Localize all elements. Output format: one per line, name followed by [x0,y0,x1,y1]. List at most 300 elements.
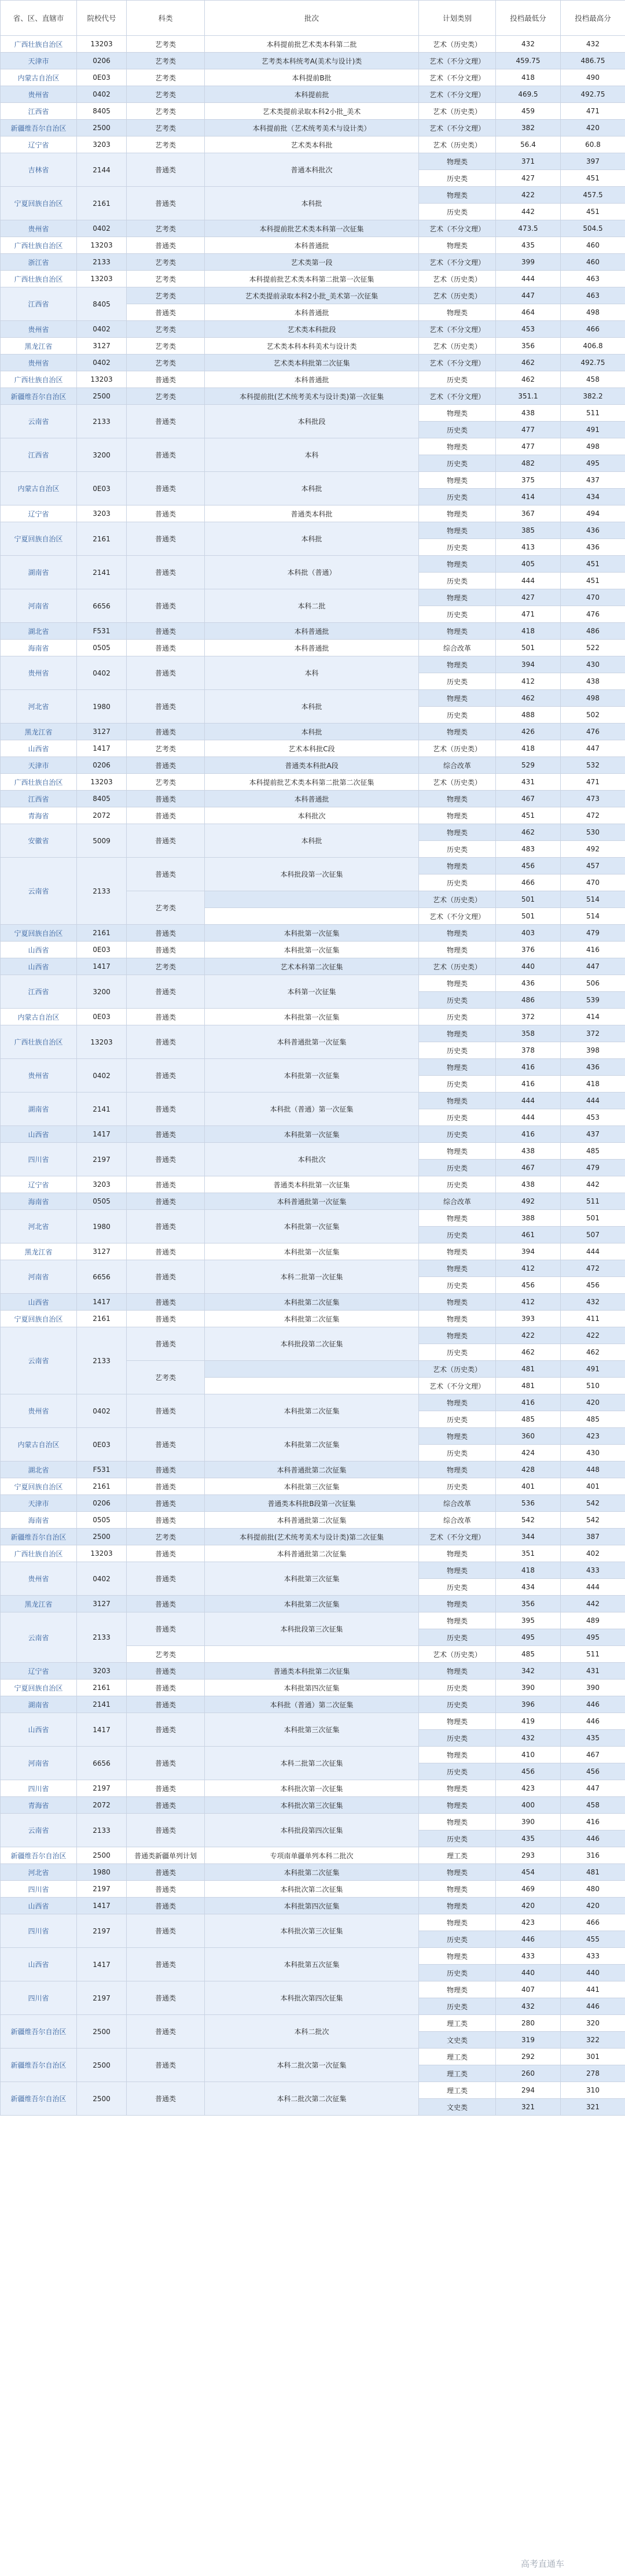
cell-plan-type: 艺术（不分文理） [419,254,496,271]
cell-category: 普通类 [127,724,205,740]
header-min-score: 投档最低分 [496,1,561,36]
cell-plan-type: 艺术（不分文理） [419,120,496,136]
cell-category: 普通类 [127,1260,205,1294]
cell-max-score: 406.8 [561,338,625,355]
table-row [1,1545,625,1562]
cell-min-score: 469.5 [496,86,561,103]
cell-category: 艺考类 [127,136,205,153]
cell-category: 艺考类 [127,958,205,975]
cell-batch: 本科二批 [205,589,419,623]
cell-plan-type: 物理类 [419,824,496,841]
table-row [1,824,625,841]
cell-min-score: 462 [496,1344,561,1361]
cell-plan-type: 物理类 [419,1394,496,1411]
cell-max-score: 470 [561,874,625,891]
cell-province: 山西省 [1,942,77,958]
cell-min-score: 464 [496,304,561,321]
cell-min-score: 486 [496,992,561,1009]
table-row [1,1663,625,1680]
cell-max-score: 491 [561,1361,625,1378]
cell-min-score: 485 [496,1411,561,1428]
cell-plan-type: 艺术（历史类） [419,1646,496,1663]
cell-plan-type: 物理类 [419,975,496,992]
cell-min-score: 423 [496,1914,561,1931]
cell-province: 江西省 [1,791,77,807]
cell-category: 艺考类 [127,254,205,271]
cell-batch: 普通类本科批第二次征集 [205,1663,419,1680]
cell-max-score: 480 [561,1881,625,1898]
cell-province: 广西壮族自治区 [1,36,77,53]
cell-min-score: 483 [496,841,561,858]
cell-min-score: 375 [496,472,561,489]
cell-plan-type: 历史类 [419,1629,496,1646]
cell-min-score: 388 [496,1210,561,1227]
header-province: 省、区、直辖市 [1,1,77,36]
cell-max-score: 510 [561,1378,625,1394]
cell-max-score: 301 [561,2049,625,2065]
cell-min-score: 422 [496,1327,561,1344]
cell-min-score: 356 [496,1596,561,1612]
cell-max-score: 432 [561,1294,625,1311]
cell-category: 普通类 [127,824,205,858]
cell-max-score: 514 [561,891,625,908]
cell-batch: 本科批第一次征集 [205,1009,419,1025]
cell-min-score: 501 [496,891,561,908]
table-row [1,36,625,53]
cell-max-score: 492 [561,841,625,858]
cell-province: 四川省 [1,1881,77,1898]
cell-plan-type: 物理类 [419,237,496,254]
cell-max-score: 530 [561,824,625,841]
cell-province: 四川省 [1,1914,77,1948]
cell-min-score: 444 [496,1093,561,1109]
cell-category: 艺考类 [127,321,205,338]
cell-category: 普通类 [127,757,205,774]
cell-plan-type: 历史类 [419,1998,496,2015]
cell-batch: 本科提前批艺术类本科第二批第二次征集 [205,774,419,791]
cell-province: 广西壮族自治区 [1,271,77,287]
cell-school-code: 2500 [77,1529,127,1545]
cell-province: 湖北省 [1,623,77,640]
cell-school-code: F531 [77,1462,127,1478]
cell-batch: 本科普通批 [205,371,419,388]
cell-province: 青海省 [1,1797,77,1814]
cell-batch: 本科二批次第二次征集 [205,2082,419,2116]
cell-max-score: 485 [561,1143,625,1160]
cell-school-code: 6656 [77,1260,127,1294]
cell-category: 普通类 [127,1981,205,2015]
cell-max-score: 444 [561,1579,625,1596]
cell-plan-type: 物理类 [419,304,496,321]
cell-school-code: 1417 [77,1294,127,1311]
cell-category: 普通类 [127,1512,205,1529]
cell-plan-type: 物理类 [419,1780,496,1797]
cell-max-score: 522 [561,640,625,656]
cell-category: 普通类 [127,371,205,388]
cell-school-code: 0206 [77,53,127,69]
cell-province: 黑龙江省 [1,338,77,355]
cell-category: 普通类 [127,438,205,472]
cell-plan-type: 综合改革 [419,1512,496,1529]
cell-plan-type: 历史类 [419,1227,496,1243]
cell-min-score: 407 [496,1981,561,1998]
cell-max-score: 495 [561,1629,625,1646]
cell-plan-type: 理工类 [419,2049,496,2065]
cell-plan-type: 物理类 [419,1747,496,1763]
cell-category: 艺考类 [127,36,205,53]
cell-max-score: 457 [561,858,625,874]
cell-plan-type: 物理类 [419,1562,496,1579]
cell-plan-type: 物理类 [419,1545,496,1562]
cell-plan-type: 物理类 [419,1462,496,1478]
cell-max-score: 492.75 [561,355,625,371]
cell-province: 云南省 [1,405,77,438]
cell-plan-type: 历史类 [419,204,496,220]
cell-province: 四川省 [1,1143,77,1176]
cell-category: 普通类 [127,1780,205,1797]
cell-max-score: 436 [561,1059,625,1076]
cell-category: 普通类 [127,1881,205,1898]
cell-min-score: 444 [496,1109,561,1126]
cell-min-score: 371 [496,153,561,170]
cell-max-score: 471 [561,774,625,791]
header-max-score: 投档最高分 [561,1,625,36]
cell-plan-type: 物理类 [419,925,496,942]
table-row [1,1294,625,1311]
cell-school-code: 1417 [77,740,127,757]
cell-max-score: 456 [561,1277,625,1294]
cell-category: 普通类 [127,405,205,438]
cell-plan-type: 艺术（历史类） [419,1361,496,1378]
cell-batch: 本科提前批(艺术统考美术与设计类)第一次征集 [205,388,419,405]
cell-school-code: 0402 [77,355,127,371]
cell-min-score: 529 [496,757,561,774]
cell-plan-type: 历史类 [419,1176,496,1193]
cell-province: 贵州省 [1,321,77,338]
table-row [1,405,625,422]
cell-min-score: 414 [496,489,561,505]
cell-min-score: 393 [496,1311,561,1327]
cell-plan-type: 综合改革 [419,1495,496,1512]
cell-province: 宁夏回族自治区 [1,1680,77,1696]
table-row [1,254,625,271]
cell-min-score: 477 [496,438,561,455]
table-row [1,740,625,757]
cell-province: 安徽省 [1,824,77,858]
table-row [1,1260,625,1277]
cell-max-score: 463 [561,287,625,304]
cell-min-score: 459.75 [496,53,561,69]
cell-plan-type: 物理类 [419,1243,496,1260]
cell-min-score: 456 [496,1277,561,1294]
cell-min-score: 399 [496,254,561,271]
cell-plan-type: 理工类 [419,2082,496,2099]
cell-batch: 本科批 [205,690,419,724]
cell-batch: 本科批第三次征集 [205,1713,419,1747]
cell-batch: 艺术本科批C段 [205,740,419,757]
cell-plan-type: 艺术（不分文理） [419,1529,496,1545]
cell-batch: 本科批 [205,522,419,556]
table-row [1,472,625,489]
cell-min-score: 405 [496,556,561,573]
header-batch: 批次 [205,1,419,36]
cell-max-score: 436 [561,539,625,556]
cell-min-score: 431 [496,774,561,791]
cell-max-score: 486.75 [561,53,625,69]
cell-school-code: 0505 [77,1193,127,1210]
cell-category: 普通类 [127,1462,205,1478]
table-header-row [1,1,625,36]
cell-min-score: 416 [496,1059,561,1076]
cell-min-score: 473.5 [496,220,561,237]
cell-plan-type: 艺术（历史类） [419,136,496,153]
cell-min-score: 319 [496,2032,561,2049]
cell-min-score: 462 [496,690,561,707]
cell-max-score: 435 [561,1730,625,1747]
cell-province: 贵州省 [1,1562,77,1596]
cell-category: 艺考类 [127,103,205,120]
cell-batch: 本科批第一次征集 [205,1126,419,1143]
cell-max-score: 479 [561,1160,625,1176]
cell-min-score: 461 [496,1227,561,1243]
cell-category: 普通类 [127,1713,205,1747]
cell-max-score: 532 [561,757,625,774]
table-row [1,120,625,136]
table-row [1,1176,625,1193]
cell-batch: 本科普通批 [205,623,419,640]
cell-school-code: 2133 [77,1612,127,1663]
cell-category: 艺考类 [127,338,205,355]
cell-category: 艺考类 [127,388,205,405]
cell-school-code: 2161 [77,1478,127,1495]
table-row [1,338,625,355]
table-row [1,1243,625,1260]
cell-batch: 本科二批第一次征集 [205,1260,419,1294]
cell-max-score: 322 [561,2032,625,2049]
cell-province: 新疆维吾尔自治区 [1,1529,77,1545]
cell-batch: 本科普通批 [205,640,419,656]
cell-province: 河北省 [1,1210,77,1243]
cell-max-score: 431 [561,1663,625,1680]
cell-province: 黑龙江省 [1,1596,77,1612]
cell-plan-type: 艺术（不分文理） [419,220,496,237]
table-row [1,371,625,388]
table-row [1,1981,625,1998]
table-row [1,1847,625,1864]
cell-category: 普通类 [127,942,205,958]
cell-plan-type: 综合改革 [419,1193,496,1210]
cell-province: 辽宁省 [1,1663,77,1680]
cell-category: 普通类 [127,1898,205,1914]
cell-max-score: 430 [561,656,625,673]
cell-category: 普通类 [127,1948,205,1981]
cell-min-score: 427 [496,170,561,187]
cell-category: 普通类 [127,187,205,220]
cell-min-score: 495 [496,1629,561,1646]
cell-batch: 艺术本科第二次征集 [205,958,419,975]
cell-min-score: 451 [496,807,561,824]
header-plan-type: 计划类别 [419,1,496,36]
cell-category: 普通类 [127,304,205,321]
cell-plan-type: 物理类 [419,1713,496,1730]
cell-plan-type: 艺术（历史类） [419,338,496,355]
cell-max-score: 422 [561,1327,625,1344]
table-row [1,623,625,640]
table-row [1,388,625,405]
cell-max-score: 492.75 [561,86,625,103]
table-row [1,1394,625,1411]
cell-max-score: 372 [561,1025,625,1042]
cell-category: 艺考类 [127,53,205,69]
cell-batch: 本科批段第三次征集 [205,1612,419,1646]
cell-min-score: 432 [496,1998,561,2015]
cell-plan-type: 物理类 [419,1327,496,1344]
cell-category: 普通类 [127,1495,205,1512]
cell-batch: 本科批（普通） [205,556,419,589]
cell-min-score: 395 [496,1612,561,1629]
cell-category: 普通类 [127,153,205,187]
cell-batch: 本科第一次征集 [205,975,419,1009]
cell-plan-type: 物理类 [419,522,496,539]
cell-batch: 艺考类本科统考A(美术与设计)类 [205,53,419,69]
cell-school-code: 3127 [77,1596,127,1612]
cell-school-code: 13203 [77,237,127,254]
cell-plan-type: 物理类 [419,187,496,204]
cell-batch: 本科批第二次征集 [205,1294,419,1311]
cell-province: 江西省 [1,103,77,120]
table-row [1,438,625,455]
cell-min-score: 467 [496,1160,561,1176]
cell-plan-type: 物理类 [419,656,496,673]
cell-min-score: 488 [496,707,561,724]
cell-min-score: 438 [496,1143,561,1160]
cell-min-score: 382 [496,120,561,136]
cell-category: 普通类 [127,925,205,942]
cell-category: 普通类 [127,1025,205,1059]
cell-max-score: 437 [561,1126,625,1143]
cell-plan-type: 物理类 [419,1864,496,1881]
cell-province: 山西省 [1,1948,77,1981]
cell-max-score: 542 [561,1495,625,1512]
cell-school-code: 3127 [77,1243,127,1260]
cell-max-score: 453 [561,1109,625,1126]
table-row [1,1696,625,1713]
table-row [1,690,625,707]
cell-category: 艺考类 [127,1361,205,1394]
cell-school-code: 1417 [77,1126,127,1143]
cell-province: 云南省 [1,1814,77,1847]
cell-school-code: 1417 [77,1713,127,1747]
cell-plan-type: 物理类 [419,1059,496,1076]
cell-province: 内蒙古自治区 [1,1428,77,1462]
cell-province: 广西壮族自治区 [1,371,77,388]
cell-province: 山西省 [1,1713,77,1747]
cell-category: 普通类 [127,1143,205,1176]
cell-plan-type: 历史类 [419,1763,496,1780]
cell-batch: 本科批第一次征集 [205,1243,419,1260]
cell-min-score: 440 [496,1965,561,1981]
table-row [1,2049,625,2065]
table-row [1,505,625,522]
cell-school-code: 0E03 [77,1009,127,1025]
cell-max-score: 447 [561,1780,625,1797]
cell-plan-type: 艺术（不分文理） [419,321,496,338]
table-row [1,153,625,170]
cell-school-code: 2197 [77,1780,127,1797]
cell-max-score: 472 [561,1260,625,1277]
cell-school-code: 0206 [77,1495,127,1512]
cell-plan-type: 艺术（历史类） [419,891,496,908]
cell-province: 湖南省 [1,1093,77,1126]
cell-school-code: 2141 [77,1696,127,1713]
cell-category: 普通类 [127,656,205,690]
cell-province: 湖北省 [1,1462,77,1478]
cell-batch [205,908,419,925]
cell-plan-type: 历史类 [419,422,496,438]
cell-plan-type: 历史类 [419,573,496,589]
cell-min-score: 501 [496,908,561,925]
cell-plan-type: 文史类 [419,2099,496,2116]
cell-province: 河南省 [1,589,77,623]
cell-min-score: 390 [496,1680,561,1696]
cell-plan-type: 艺术（不分文理） [419,69,496,86]
cell-max-score: 462 [561,1344,625,1361]
cell-max-score: 498 [561,690,625,707]
table-row [1,1193,625,1210]
cell-batch: 本科批第二次征集 [205,1864,419,1881]
cell-max-score: 402 [561,1545,625,1562]
table-row [1,1680,625,1696]
cell-school-code: 13203 [77,36,127,53]
cell-max-score: 458 [561,371,625,388]
cell-min-score: 367 [496,505,561,522]
table-row [1,220,625,237]
cell-province: 河南省 [1,1260,77,1294]
cell-max-score: 485 [561,1411,625,1428]
cell-batch: 本科批段第四次征集 [205,1814,419,1847]
table-row [1,1126,625,1143]
cell-category: 艺考类 [127,271,205,287]
cell-plan-type: 综合改革 [419,757,496,774]
cell-max-score: 467 [561,1747,625,1763]
cell-province: 新疆维吾尔自治区 [1,2015,77,2049]
cell-min-score: 293 [496,1847,561,1864]
cell-min-score: 360 [496,1428,561,1445]
table-row [1,1025,625,1042]
cell-min-score: 344 [496,1529,561,1545]
cell-school-code: 13203 [77,1025,127,1059]
table-row [1,1059,625,1076]
cell-max-score: 489 [561,1612,625,1629]
cell-province: 广西壮族自治区 [1,1545,77,1562]
cell-batch: 艺术类本科批段 [205,321,419,338]
cell-batch: 艺术类本科批第二次征集 [205,355,419,371]
cell-school-code: 3200 [77,975,127,1009]
cell-plan-type: 历史类 [419,1696,496,1713]
cell-category: 普通类 [127,1545,205,1562]
cell-batch [205,891,419,908]
cell-plan-type: 历史类 [419,874,496,891]
cell-max-score: 401 [561,1478,625,1495]
cell-batch: 本科批第一次征集 [205,925,419,942]
cell-min-score: 418 [496,1562,561,1579]
cell-batch: 普通类本科批 [205,505,419,522]
table-row [1,1143,625,1160]
cell-plan-type: 历史类 [419,1411,496,1428]
cell-min-score: 420 [496,1898,561,1914]
table-row [1,53,625,69]
cell-province: 黑龙江省 [1,724,77,740]
